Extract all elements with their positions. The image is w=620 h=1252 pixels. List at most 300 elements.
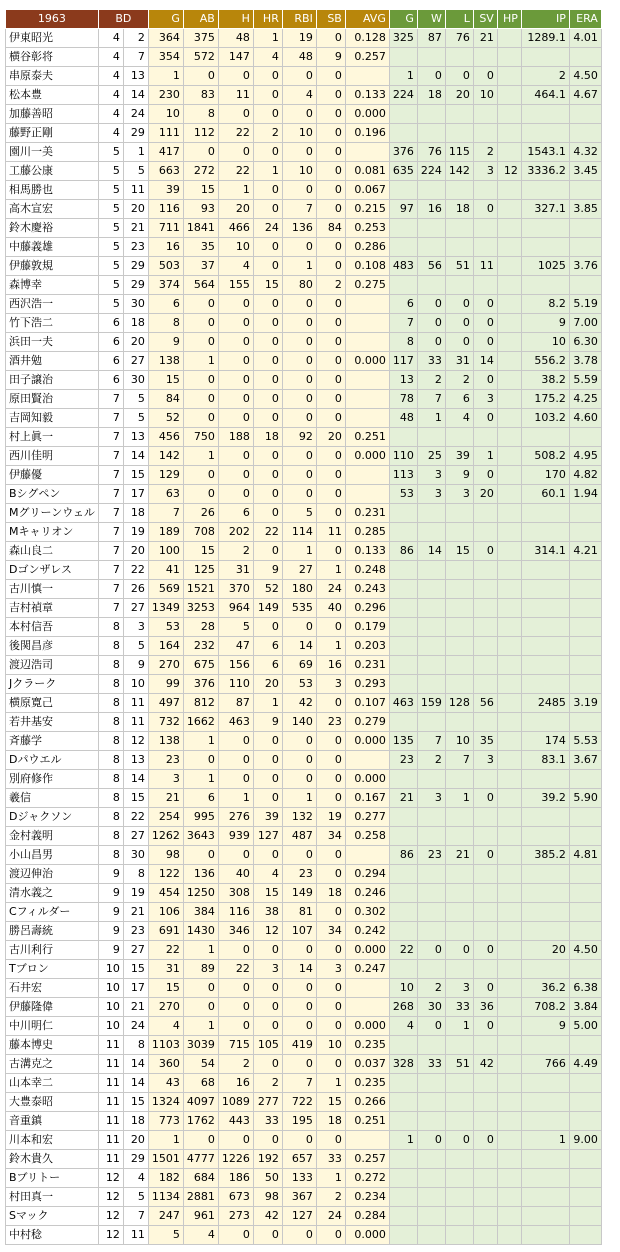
bat-g-cell: 503: [148, 257, 183, 276]
pit-ip-cell: [521, 1112, 569, 1131]
pit-w-cell: 23: [417, 846, 445, 865]
pit-l-cell: 18: [445, 200, 473, 219]
pit-w-cell: [417, 105, 445, 124]
bat-g-cell: 1262: [148, 827, 183, 846]
bat-avg-cell: [345, 751, 389, 770]
pit-hp-cell: [497, 238, 521, 257]
bd-month-cell: 12: [98, 1226, 123, 1245]
bat-h-cell: 1226: [218, 1150, 253, 1169]
pit-l-cell: [445, 48, 473, 67]
pit-sv-cell: 0: [473, 295, 497, 314]
bat-rbi-cell: 7: [282, 200, 316, 219]
table-row: [6, 694, 602, 713]
pit-sv-cell: 0: [473, 314, 497, 333]
bat-sb-cell: 24: [316, 1207, 345, 1226]
bat-g-cell: 247: [148, 1207, 183, 1226]
pit-hp-cell: [497, 694, 521, 713]
pit-l-cell: 3: [445, 485, 473, 504]
pit-sv-cell: 21: [473, 29, 497, 48]
bd-day-cell: 27: [123, 941, 148, 960]
bat-g-cell: 23: [148, 751, 183, 770]
bd-month-cell: 8: [98, 732, 123, 751]
bat-ab-cell: 28: [183, 618, 218, 637]
pit-w-cell: 7: [417, 390, 445, 409]
pit-ip-cell: 8.2: [521, 295, 569, 314]
bat-sb-cell: 3: [316, 960, 345, 979]
bat-avg-cell: 0.235: [345, 1036, 389, 1055]
pit-g-cell: 328: [389, 1055, 417, 1074]
bat-h-cell: 155: [218, 276, 253, 295]
bat-ab-cell: 3253: [183, 599, 218, 618]
pit-w-cell: 0: [417, 67, 445, 86]
bd-day-cell: 11: [123, 694, 148, 713]
pit-w-cell: [417, 1207, 445, 1226]
bat-h-cell: 48: [218, 29, 253, 48]
bat-avg-cell: 0.000: [345, 105, 389, 124]
pit-ip-cell: [521, 105, 569, 124]
player-name-cell: 後関昌彦: [6, 637, 99, 656]
bat-hr-cell: 105: [253, 1036, 282, 1055]
pit-l-cell: 31: [445, 352, 473, 371]
pit-w-cell: 1: [417, 409, 445, 428]
pit-l-cell: [445, 1207, 473, 1226]
pit-sv-cell: 0: [473, 67, 497, 86]
pit-sv-cell: [473, 960, 497, 979]
bd-day-cell: 22: [123, 808, 148, 827]
pit-era-header: ERA: [569, 10, 601, 29]
bat-avg-cell: 0.000: [345, 352, 389, 371]
bat-h-cell: 0: [218, 1017, 253, 1036]
pit-era-cell: 4.49: [569, 1055, 601, 1074]
pit-hp-cell: [497, 656, 521, 675]
bat-hr-cell: 149: [253, 599, 282, 618]
bd-day-cell: 21: [123, 998, 148, 1017]
bat-hr-cell: 2: [253, 124, 282, 143]
bat-ab-cell: 1: [183, 941, 218, 960]
pit-l-cell: 0: [445, 314, 473, 333]
bat-sb-cell: 0: [316, 789, 345, 808]
pit-ip-cell: 174: [521, 732, 569, 751]
table-row: [6, 181, 602, 200]
player-name-cell: 川本和宏: [6, 1131, 99, 1150]
bat-rbi-cell: 0: [282, 1055, 316, 1074]
pit-l-cell: 0: [445, 1131, 473, 1150]
bat-g-cell: 1: [148, 1131, 183, 1150]
bat-avg-cell: [345, 846, 389, 865]
bat-hr-cell: 0: [253, 295, 282, 314]
pit-sv-cell: 0: [473, 333, 497, 352]
bd-day-cell: 29: [123, 257, 148, 276]
bd-month-cell: 8: [98, 846, 123, 865]
bat-h-cell: 466: [218, 219, 253, 238]
pit-l-cell: [445, 1188, 473, 1207]
pit-w-cell: [417, 770, 445, 789]
player-name-cell: 高木宣宏: [6, 200, 99, 219]
table-row: [6, 922, 602, 941]
bat-avg-cell: [345, 143, 389, 162]
pit-hp-cell: [497, 713, 521, 732]
bat-h-cell: 0: [218, 295, 253, 314]
bd-day-cell: 15: [123, 466, 148, 485]
pit-l-cell: [445, 504, 473, 523]
bat-sb-cell: 0: [316, 105, 345, 124]
pit-g-cell: 48: [389, 409, 417, 428]
bat-ab-cell: 0: [183, 751, 218, 770]
bat-ab-cell: 0: [183, 314, 218, 333]
pit-g-header: G: [389, 10, 417, 29]
pit-w-cell: [417, 637, 445, 656]
pit-w-cell: [417, 561, 445, 580]
pit-era-cell: 5.90: [569, 789, 601, 808]
pit-sv-cell: 0: [473, 371, 497, 390]
pit-era-cell: 3.19: [569, 694, 601, 713]
table-row: [6, 770, 602, 789]
bd-day-cell: 27: [123, 827, 148, 846]
bat-rbi-cell: 80: [282, 276, 316, 295]
bat-ab-cell: 0: [183, 67, 218, 86]
player-name-cell: 中川明仁: [6, 1017, 99, 1036]
pit-hp-cell: [497, 732, 521, 751]
bat-sb-cell: 1: [316, 637, 345, 656]
bd-month-cell: 4: [98, 124, 123, 143]
player-name-cell: 園川一美: [6, 143, 99, 162]
bat-hr-cell: 0: [253, 789, 282, 808]
pit-sv-cell: [473, 599, 497, 618]
pit-l-cell: 20: [445, 86, 473, 105]
pit-g-cell: [389, 827, 417, 846]
pit-g-cell: 135: [389, 732, 417, 751]
table-row: [6, 713, 602, 732]
bd-month-cell: 5: [98, 181, 123, 200]
bat-sb-cell: 19: [316, 808, 345, 827]
bat-g-cell: 16: [148, 238, 183, 257]
pit-era-cell: [569, 713, 601, 732]
pit-l-cell: 51: [445, 257, 473, 276]
pit-ip-cell: [521, 1226, 569, 1245]
pit-g-cell: 6: [389, 295, 417, 314]
bat-rbi-cell: 14: [282, 960, 316, 979]
pit-ip-cell: 464.1: [521, 86, 569, 105]
pit-ip-cell: 20: [521, 941, 569, 960]
table-row: [6, 162, 602, 181]
bat-h-cell: 463: [218, 713, 253, 732]
pit-ip-cell: 1289.1: [521, 29, 569, 48]
pit-g-cell: [389, 865, 417, 884]
bat-g-cell: 1: [148, 67, 183, 86]
pit-g-cell: 86: [389, 542, 417, 561]
bat-h-cell: 308: [218, 884, 253, 903]
bat-sb-cell: 18: [316, 884, 345, 903]
pit-w-cell: 33: [417, 352, 445, 371]
bat-h-cell: 47: [218, 637, 253, 656]
bat-avg-cell: 0.067: [345, 181, 389, 200]
bat-sb-cell: 0: [316, 979, 345, 998]
pit-era-cell: [569, 428, 601, 447]
bat-g-cell: 189: [148, 523, 183, 542]
bat-rbi-cell: 0: [282, 409, 316, 428]
bat-g-cell: 31: [148, 960, 183, 979]
bd-month-cell: 11: [98, 1131, 123, 1150]
pit-ip-cell: 327.1: [521, 200, 569, 219]
pit-sv-cell: [473, 124, 497, 143]
pit-g-cell: [389, 1150, 417, 1169]
player-name-cell: 鈴木貴久: [6, 1150, 99, 1169]
bat-avg-cell: [345, 979, 389, 998]
bat-sb-cell: 34: [316, 922, 345, 941]
bat-avg-cell: [345, 371, 389, 390]
pit-hp-cell: [497, 789, 521, 808]
bd-month-cell: 10: [98, 998, 123, 1017]
bat-h-cell: 22: [218, 162, 253, 181]
bat-ab-cell: 1662: [183, 713, 218, 732]
pit-w-cell: 3: [417, 466, 445, 485]
pit-hp-cell: [497, 1226, 521, 1245]
pit-ip-cell: [521, 1207, 569, 1226]
player-name-cell: 渡辺伸治: [6, 865, 99, 884]
bat-rbi-cell: 0: [282, 1131, 316, 1150]
pit-g-cell: [389, 580, 417, 599]
player-name-cell: 鈴木慶裕: [6, 219, 99, 238]
pit-g-cell: [389, 903, 417, 922]
pit-era-cell: [569, 656, 601, 675]
pit-l-cell: [445, 1074, 473, 1093]
bd-month-cell: 11: [98, 1036, 123, 1055]
bd-month-cell: 5: [98, 295, 123, 314]
bat-ab-cell: 376: [183, 675, 218, 694]
bd-day-cell: 30: [123, 846, 148, 865]
pit-l-cell: [445, 960, 473, 979]
bd-day-cell: 24: [123, 105, 148, 124]
pit-ip-cell: [521, 1036, 569, 1055]
bat-rbi-cell: 133: [282, 1169, 316, 1188]
bat-ab-cell: 2881: [183, 1188, 218, 1207]
bat-sb-cell: 9: [316, 48, 345, 67]
pit-sv-cell: [473, 827, 497, 846]
pit-w-cell: 2: [417, 979, 445, 998]
table-row: [6, 1131, 602, 1150]
bat-rbi-cell: 0: [282, 390, 316, 409]
pit-era-cell: 4.67: [569, 86, 601, 105]
pit-l-cell: [445, 1169, 473, 1188]
pit-era-cell: 5.19: [569, 295, 601, 314]
pit-era-cell: [569, 181, 601, 200]
bat-sb-cell: 0: [316, 1226, 345, 1245]
bat-sb-cell: 3: [316, 675, 345, 694]
table-row: [6, 960, 602, 979]
table-row: [6, 371, 602, 390]
bat-sb-cell: 0: [316, 67, 345, 86]
pit-sv-cell: 1: [473, 447, 497, 466]
pit-l-cell: 0: [445, 295, 473, 314]
bat-h-cell: 1: [218, 789, 253, 808]
bat-sb-cell: 0: [316, 1055, 345, 1074]
bd-month-cell: 4: [98, 105, 123, 124]
bat-g-cell: 122: [148, 865, 183, 884]
bat-h-cell: 0: [218, 770, 253, 789]
bat-rbi-cell: 1: [282, 542, 316, 561]
bat-avg-cell: [345, 333, 389, 352]
bat-avg-cell: 0.107: [345, 694, 389, 713]
pit-w-cell: 0: [417, 1017, 445, 1036]
bat-rbi-cell: 42: [282, 694, 316, 713]
bat-avg-cell: [345, 466, 389, 485]
player-name-cell: Mキャリオン: [6, 523, 99, 542]
player-name-cell: 本村信吾: [6, 618, 99, 637]
bd-day-cell: 14: [123, 86, 148, 105]
bat-rbi-cell: 0: [282, 67, 316, 86]
bat-h-cell: 0: [218, 67, 253, 86]
player-name-cell: 中藤義雄: [6, 238, 99, 257]
pit-sv-cell: [473, 1036, 497, 1055]
pit-w-cell: [417, 1036, 445, 1055]
pit-ip-cell: [521, 1150, 569, 1169]
pit-era-cell: [569, 770, 601, 789]
bat-sb-cell: 0: [316, 941, 345, 960]
pit-ip-cell: [521, 1188, 569, 1207]
bat-avg-cell: 0.196: [345, 124, 389, 143]
pit-w-cell: 14: [417, 542, 445, 561]
bat-rbi-cell: 5: [282, 504, 316, 523]
table-row: [6, 295, 602, 314]
bat-rbi-cell: 0: [282, 846, 316, 865]
pit-g-cell: [389, 1036, 417, 1055]
pit-hp-cell: [497, 447, 521, 466]
bat-hr-cell: 38: [253, 903, 282, 922]
pit-era-cell: [569, 922, 601, 941]
pit-sv-cell: [473, 637, 497, 656]
bat-sb-cell: 1: [316, 561, 345, 580]
bat-hr-cell: 9: [253, 561, 282, 580]
bat-avg-cell: 0.296: [345, 599, 389, 618]
bat-avg-cell: [345, 998, 389, 1017]
pit-g-cell: [389, 48, 417, 67]
bat-rbi-cell: 81: [282, 903, 316, 922]
pit-g-cell: [389, 770, 417, 789]
bd-month-cell: 11: [98, 1074, 123, 1093]
pit-hp-cell: [497, 105, 521, 124]
pit-g-cell: [389, 428, 417, 447]
bat-avg-cell: 0.257: [345, 48, 389, 67]
bat-avg-cell: [345, 409, 389, 428]
pit-era-cell: 3.84: [569, 998, 601, 1017]
bat-h-cell: 156: [218, 656, 253, 675]
bat-g-cell: 10: [148, 105, 183, 124]
bat-rbi-cell: 27: [282, 561, 316, 580]
bd-month-cell: 8: [98, 713, 123, 732]
pit-ip-cell: 2485: [521, 694, 569, 713]
pit-g-cell: 22: [389, 941, 417, 960]
pit-ip-cell: [521, 48, 569, 67]
bat-rbi-cell: 92: [282, 428, 316, 447]
bd-day-cell: 20: [123, 542, 148, 561]
bat-hr-cell: 0: [253, 181, 282, 200]
bat-rbi-cell: 69: [282, 656, 316, 675]
table-row: [6, 656, 602, 675]
pit-g-cell: [389, 599, 417, 618]
table-row: [6, 143, 602, 162]
bat-sb-cell: 0: [316, 314, 345, 333]
bat-g-cell: 5: [148, 1226, 183, 1245]
pit-hp-cell: [497, 200, 521, 219]
table-row: [6, 124, 602, 143]
table-row: [6, 48, 602, 67]
bat-hr-cell: 0: [253, 846, 282, 865]
player-name-cell: 村上眞一: [6, 428, 99, 447]
bd-month-cell: 7: [98, 523, 123, 542]
bd-month-cell: 5: [98, 238, 123, 257]
bd-day-cell: 5: [123, 162, 148, 181]
bat-ab-cell: 3643: [183, 827, 218, 846]
bat-sb-cell: 0: [316, 257, 345, 276]
pit-sv-cell: [473, 1207, 497, 1226]
pit-l-cell: 6: [445, 390, 473, 409]
pit-g-cell: [389, 1112, 417, 1131]
bat-g-cell: 364: [148, 29, 183, 48]
bat-sb-cell: 0: [316, 86, 345, 105]
pit-hp-cell: 12: [497, 162, 521, 181]
pit-hp-cell: [497, 865, 521, 884]
bd-day-cell: 13: [123, 428, 148, 447]
bd-month-cell: 11: [98, 1112, 123, 1131]
bat-sb-cell: 0: [316, 751, 345, 770]
pit-hp-cell: [497, 1131, 521, 1150]
pit-era-cell: [569, 960, 601, 979]
pit-sv-cell: [473, 523, 497, 542]
bat-g-cell: 354: [148, 48, 183, 67]
player-name-cell: Dジャクソン: [6, 808, 99, 827]
pit-l-cell: 0: [445, 941, 473, 960]
pit-g-cell: 376: [389, 143, 417, 162]
player-name-cell: 音重鎮: [6, 1112, 99, 1131]
bat-rbi-cell: 10: [282, 124, 316, 143]
bat-rbi-cell: 0: [282, 295, 316, 314]
pit-w-cell: 0: [417, 1131, 445, 1150]
pit-hp-cell: [497, 618, 521, 637]
bat-rbi-cell: 10: [282, 162, 316, 181]
bd-day-cell: 14: [123, 770, 148, 789]
bat-rbi-cell: 0: [282, 485, 316, 504]
bd-month-cell: 4: [98, 67, 123, 86]
bat-sb-cell: 15: [316, 1093, 345, 1112]
pit-l-cell: 142: [445, 162, 473, 181]
pit-g-cell: 325: [389, 29, 417, 48]
pit-w-cell: [417, 181, 445, 200]
bd-month-cell: 10: [98, 979, 123, 998]
pit-sv-cell: [473, 903, 497, 922]
pit-ip-cell: 170: [521, 466, 569, 485]
bd-day-cell: 21: [123, 903, 148, 922]
table-row: [6, 485, 602, 504]
pit-era-cell: 6.30: [569, 333, 601, 352]
pit-sv-cell: [473, 618, 497, 637]
bat-h-cell: 715: [218, 1036, 253, 1055]
bat-g-cell: 9: [148, 333, 183, 352]
bat-sb-cell: 0: [316, 618, 345, 637]
bat-avg-cell: 0.253: [345, 219, 389, 238]
pit-hp-cell: [497, 29, 521, 48]
bat-rbi-cell: 0: [282, 447, 316, 466]
bat-avg-cell: 0.294: [345, 865, 389, 884]
bat-ab-cell: 0: [183, 143, 218, 162]
player-name-cell: 大豊泰昭: [6, 1093, 99, 1112]
bat-hr-cell: 0: [253, 333, 282, 352]
bat-h-cell: 16: [218, 1074, 253, 1093]
bat-hr-cell: 15: [253, 276, 282, 295]
pit-sv-header: SV: [473, 10, 497, 29]
player-name-cell: Bシグペン: [6, 485, 99, 504]
pit-w-cell: 56: [417, 257, 445, 276]
pit-g-cell: [389, 1074, 417, 1093]
